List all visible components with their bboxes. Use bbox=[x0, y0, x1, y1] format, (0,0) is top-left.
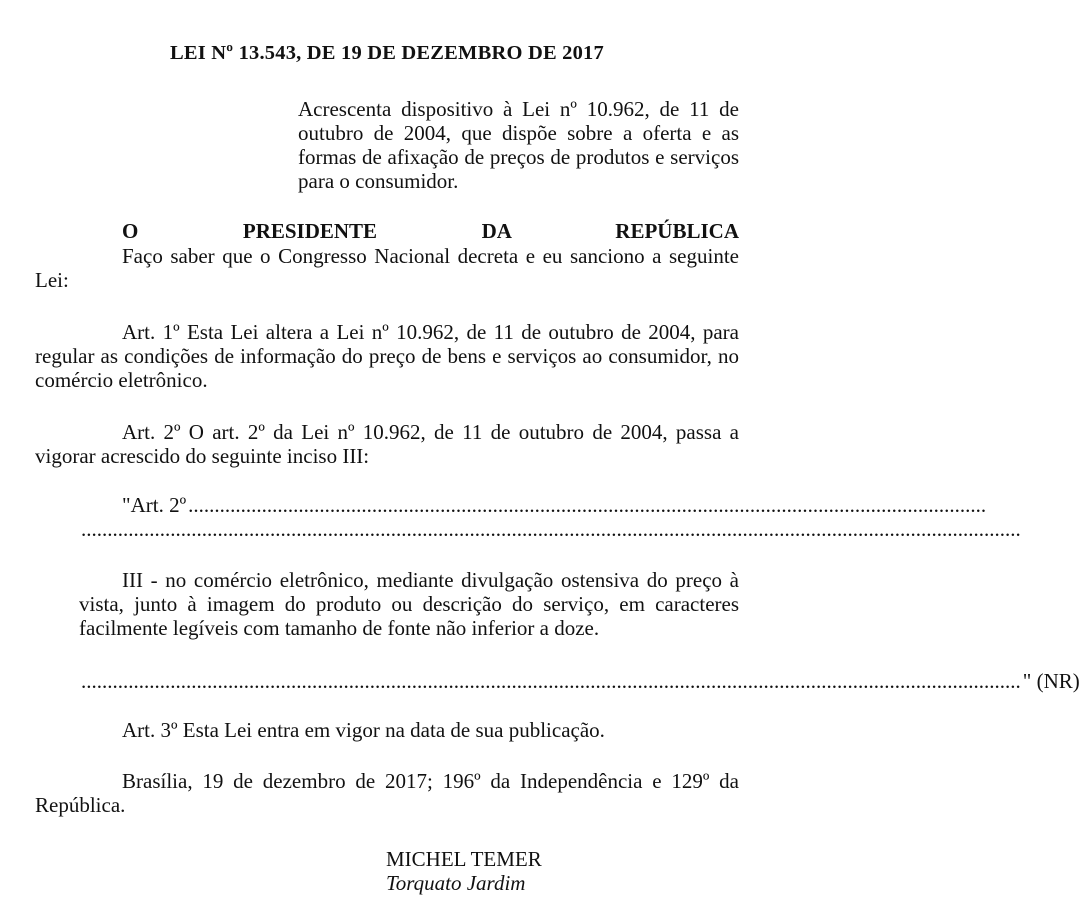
law-title: LEI Nº 13.543, DE 19 DE DEZEMBRO DE 2017 bbox=[170, 42, 604, 64]
preamble: Faço saber que o Congresso Nacional decreta e eu sanciono a seguinte Lei: bbox=[35, 244, 739, 292]
article-3: Art. 3º Esta Lei entra em vigor na data de sua publicação. bbox=[122, 718, 605, 742]
quote-close-line bbox=[79, 669, 1080, 694]
article-1: Art. 1º Esta Lei altera a Lei nº 10.962, de 11 de outubro de 2004, para regular as condições de informação do preço de bens e serviços ao consumidor, no comércio eletrônico. bbox=[35, 320, 739, 392]
dotted-line bbox=[79, 517, 1021, 542]
art2-quote-label: "Art. 2º bbox=[122, 493, 187, 517]
inciso-iii: III - no comércio eletrônico, mediante divulgação ostensiva do preço à vista, junto à imagem do produto ou descrição do serviço, em caracteres facilmente legíveis com tamanho de fonte não inferior a doze. bbox=[79, 568, 739, 640]
article-2: Art. 2º O art. 2º da Lei nº 10.962, de 11 de outubro de 2004, passa a vigorar acrescido do seguinte inciso III: bbox=[35, 420, 739, 468]
dotted-leader: ................................................................................................................................................................................... bbox=[81, 517, 1021, 541]
ementa: Acrescenta dispositivo à Lei nº 10.962, de 11 de outubro de 2004, que dispõe sobre a oferta e as formas de afixação de preços de produtos e serviços para o consumidor. bbox=[298, 97, 739, 193]
president-header: O PRESIDENTE DA REPÚBLICA bbox=[122, 219, 739, 243]
dotted-leader: ................................................................................................................................................................................... bbox=[81, 669, 1021, 693]
quote-close: " (NR) bbox=[1022, 669, 1080, 693]
art2-quote-line bbox=[122, 493, 987, 518]
dotted-leader: ........................................................................................................................................................ bbox=[188, 493, 987, 517]
minister-name: Torquato Jardim bbox=[386, 871, 526, 895]
closing-line: Brasília, 19 de dezembro de 2017; 196º da Independência e 129º da República. bbox=[35, 769, 739, 817]
signature-block bbox=[386, 847, 542, 895]
signatory-name: MICHEL TEMER bbox=[386, 847, 542, 871]
